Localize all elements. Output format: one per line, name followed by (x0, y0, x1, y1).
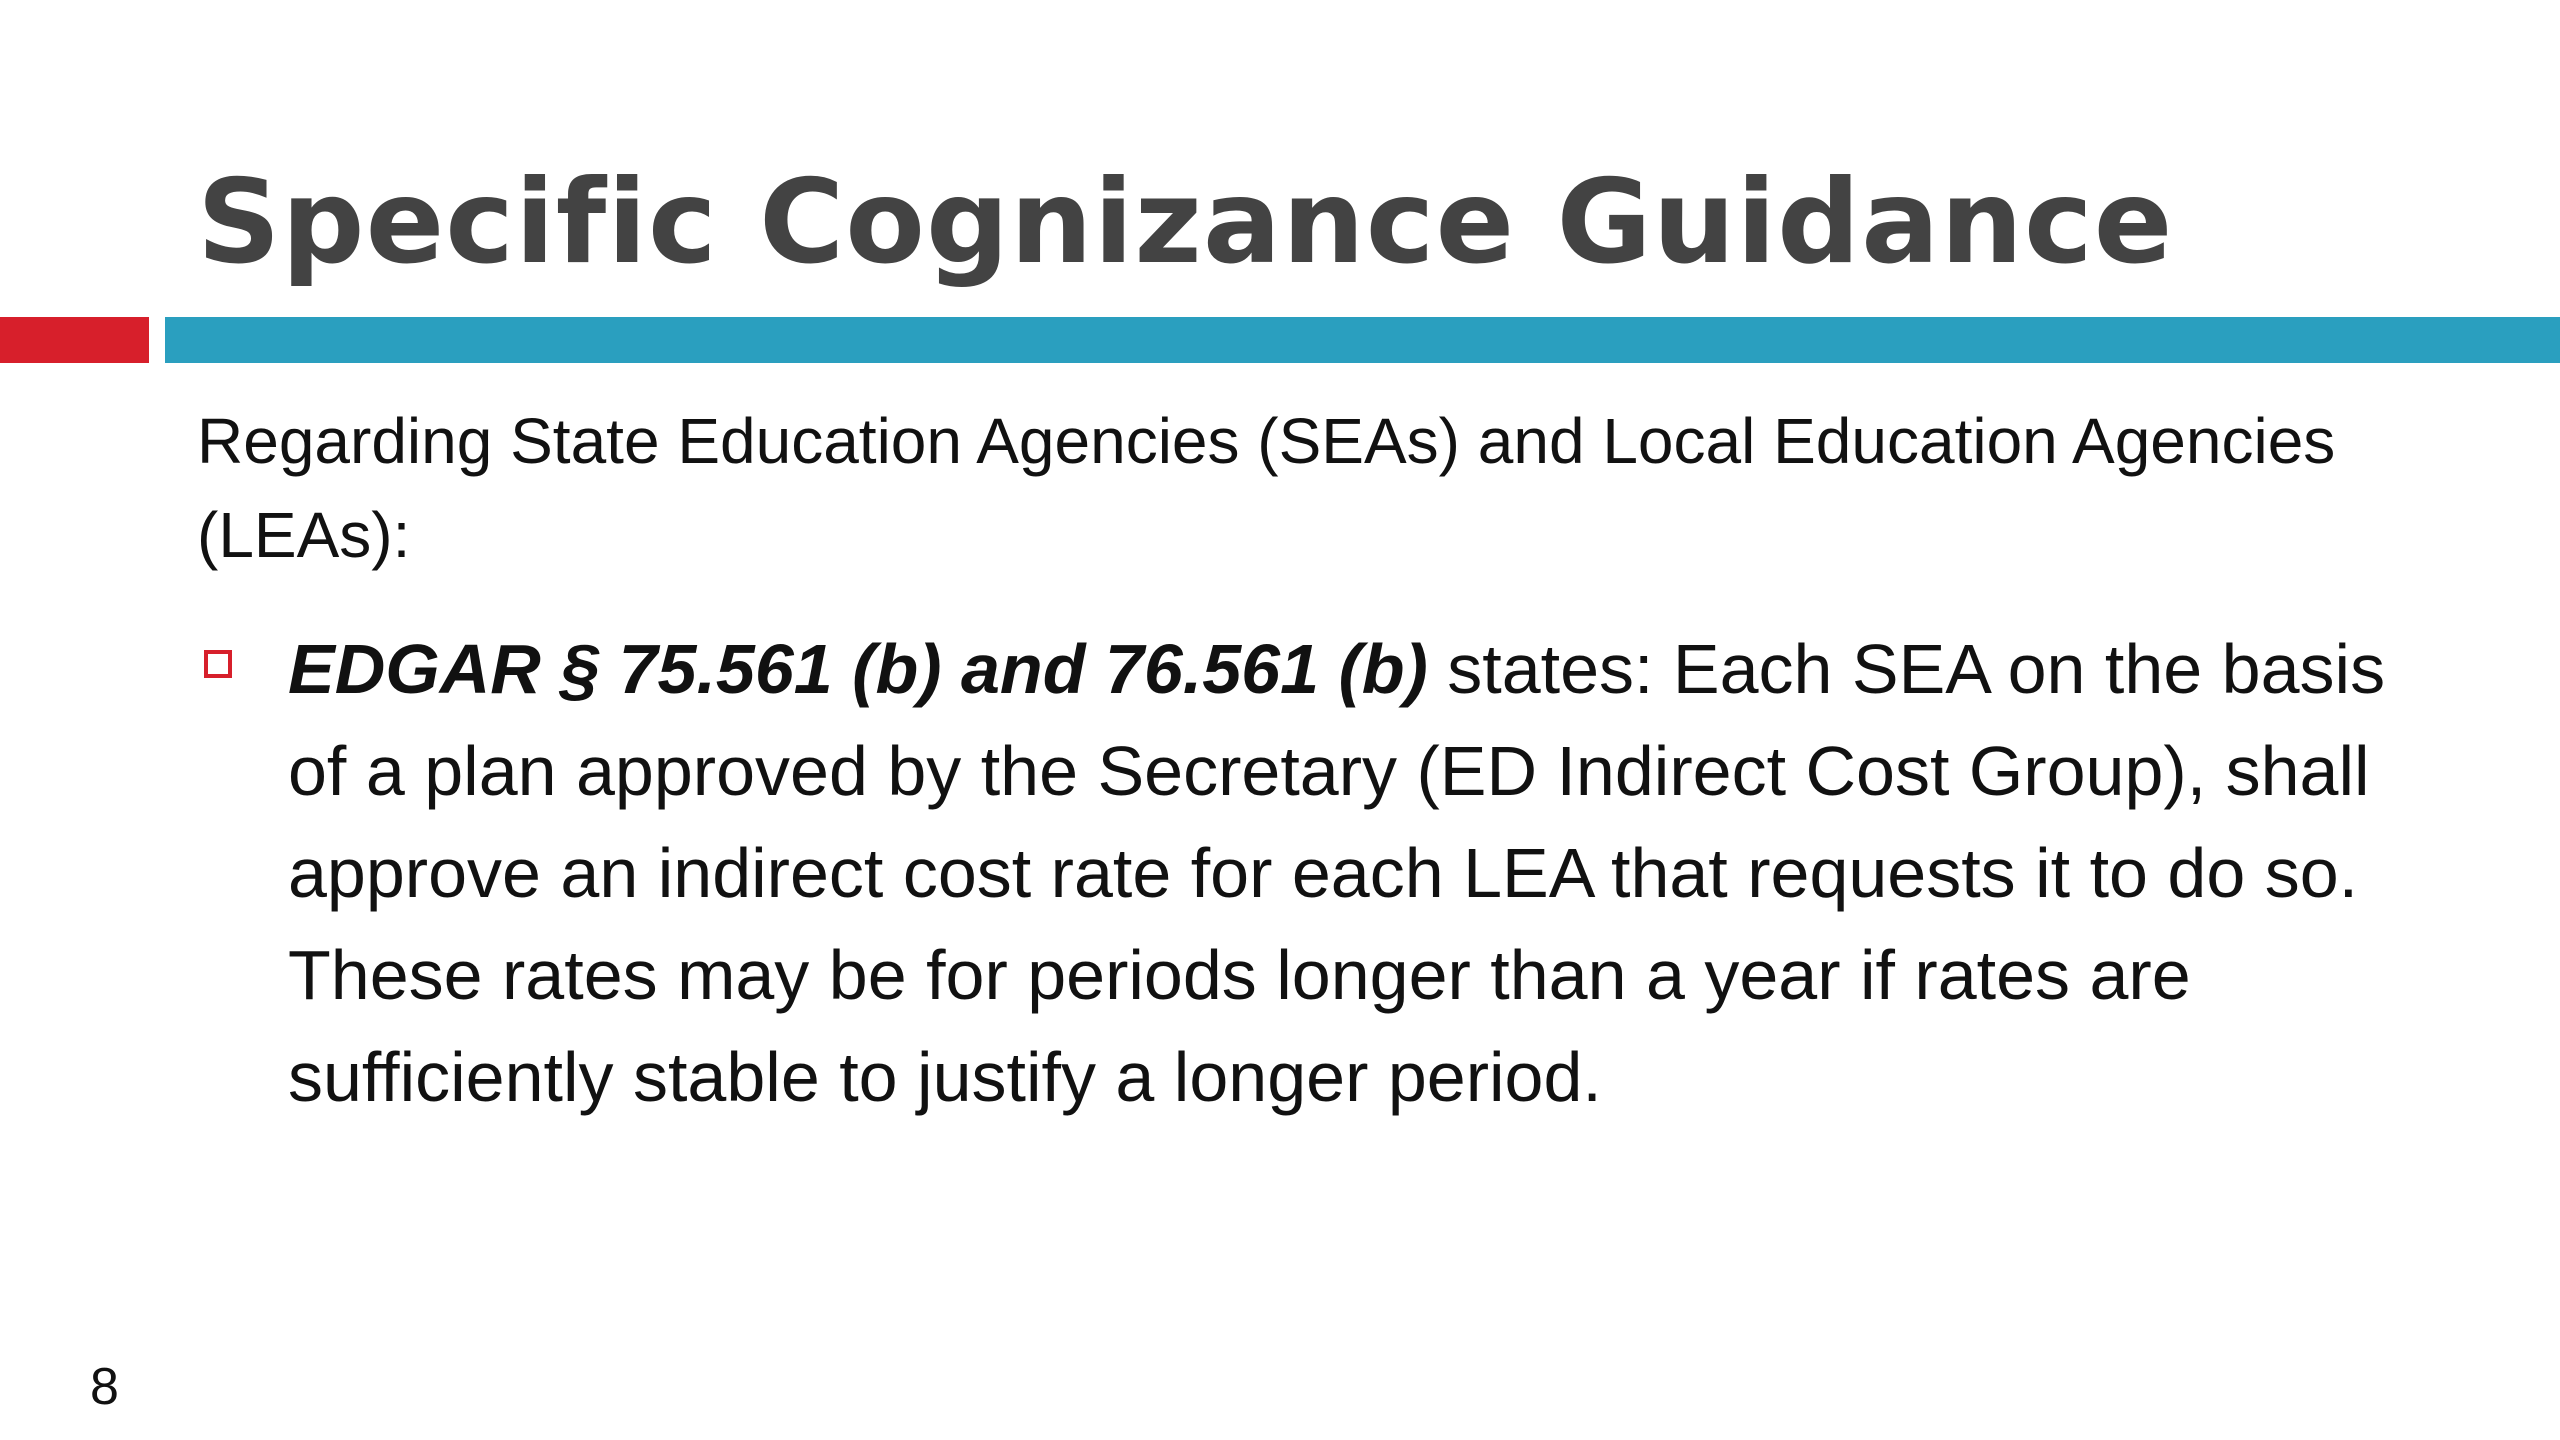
accent-bar-teal (165, 317, 2560, 363)
hollow-square-icon (204, 650, 232, 678)
bullet-text: states: Each SEA on the basis of a plan approved by the Secretary (ED Indirect Cost Group), shall approve an indirect cost rate for each LEA that requests it to do so. These rates may be for periods longer than a year if rates are sufficiently stable to justify a longer period. (288, 630, 2386, 1116)
intro-paragraph: Regarding State Education Agencies (SEAs) and Local Education Agencies (LEAs): (197, 405, 2336, 571)
slide-title: Specific Cognizance Guidance (197, 155, 2174, 290)
page-number: 8 (90, 1358, 119, 1416)
bullet-citation: EDGAR § 75.561 (b) and 76.561 (b) (288, 630, 1428, 708)
accent-bar-red (0, 317, 149, 363)
bullet-item (288, 618, 2388, 1128)
